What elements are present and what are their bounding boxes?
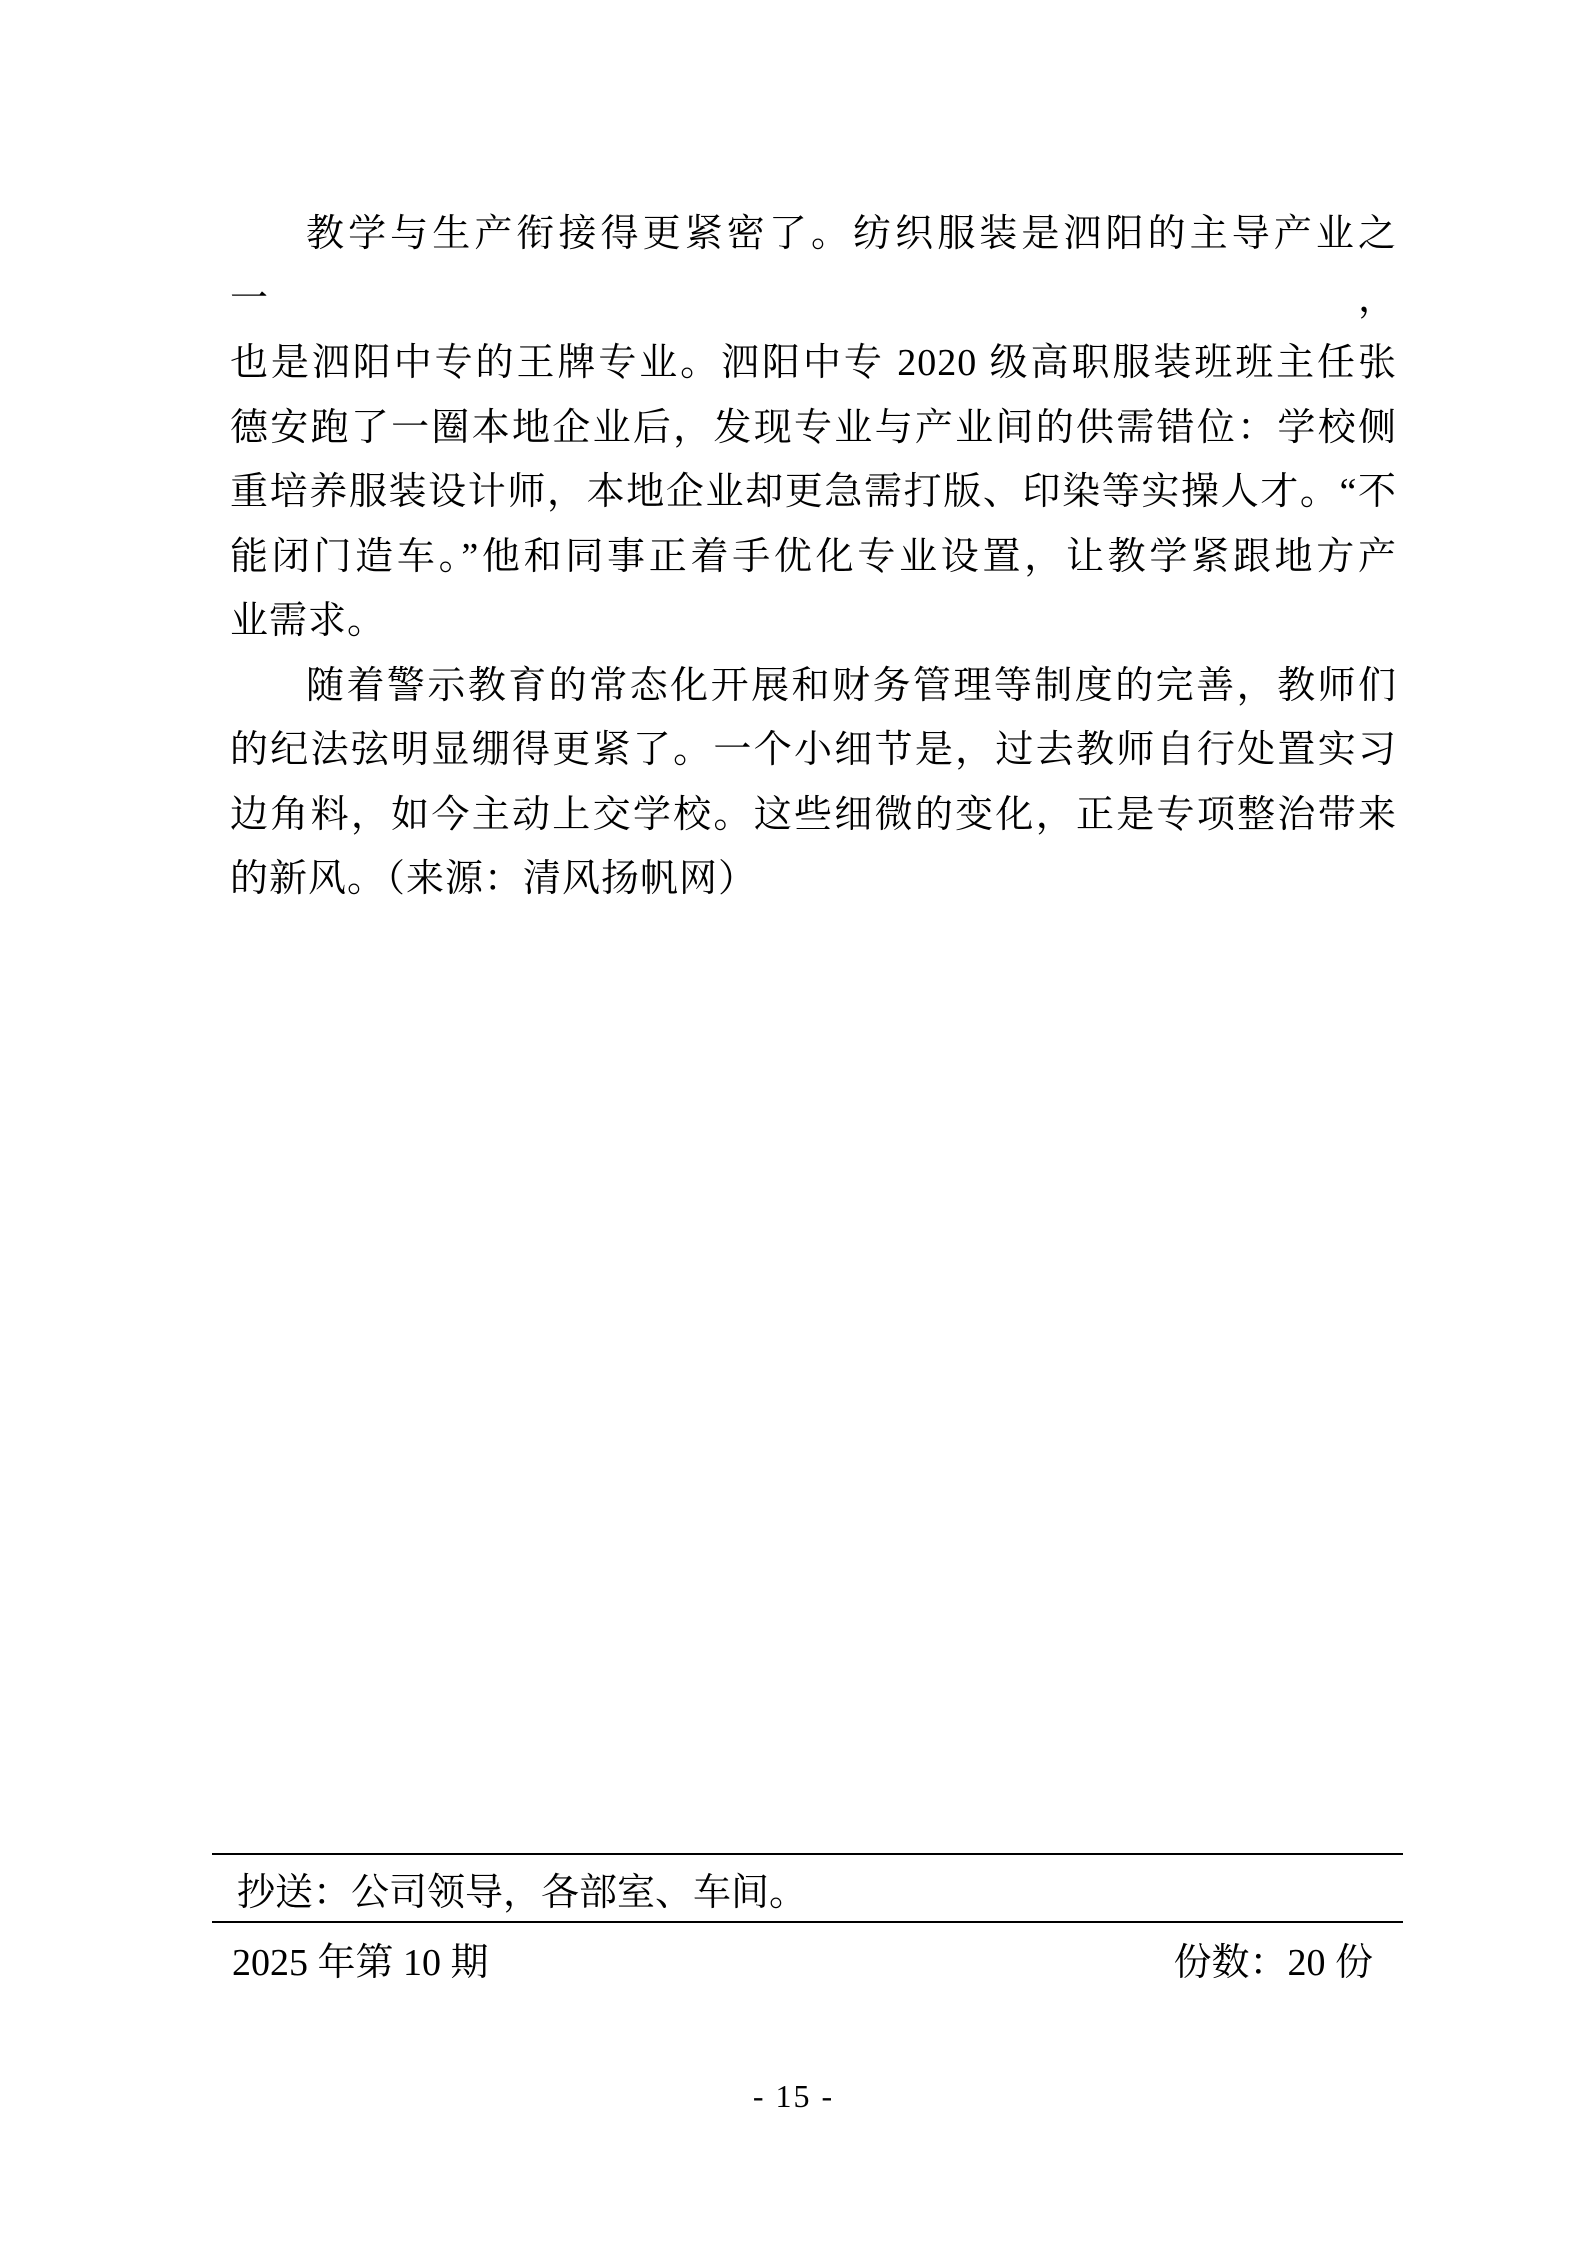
copies-count-label: 份数：20 份 [1173,1941,1373,1984]
body-line: 德安跑了一圈本地企业后，发现专业与产业间的供需错位：学校侧 [230,406,1397,449]
body-line: 业需求。 [230,600,387,642]
body-line: 教学与生产衔接得更紧密了。纺织服装是泗阳的主导产业之一， [230,213,1397,320]
issue-number-label: 2025 年第 10 期 [232,1941,489,1984]
page-number: - 15 - [752,2078,835,2114]
body-line: 边角料，如今主动上交学校。这些细微的变化，正是专项整治带来 [230,793,1397,836]
body-line: 重培养服装设计师，本地企业却更急需打版、印染等实操人才。“不 [230,471,1397,513]
issue-row [212,1923,1403,1993]
document-body [230,202,1397,912]
body-line: 的纪法弦明显绷得更紧了。一个小细节是，过去教师自行处置实习 [230,729,1397,771]
copy-to-label: 抄送：公司领导，各部室、车间。 [237,1871,808,1914]
body-line: 的新风。（来源：清风扬帆网） [230,858,758,900]
body-line: 随着警示教育的常态化开展和财务管理等制度的完善，教师们 [306,664,1397,707]
body-line: 能闭门造车。”他和同事正着手优化专业设置，让教学紧跟地方产 [230,535,1397,578]
body-line: 也是泗阳中专的王牌专业。泗阳中专 2020 级高职服装班班主任张 [230,342,1397,384]
copy-to-row [212,1855,1403,1921]
